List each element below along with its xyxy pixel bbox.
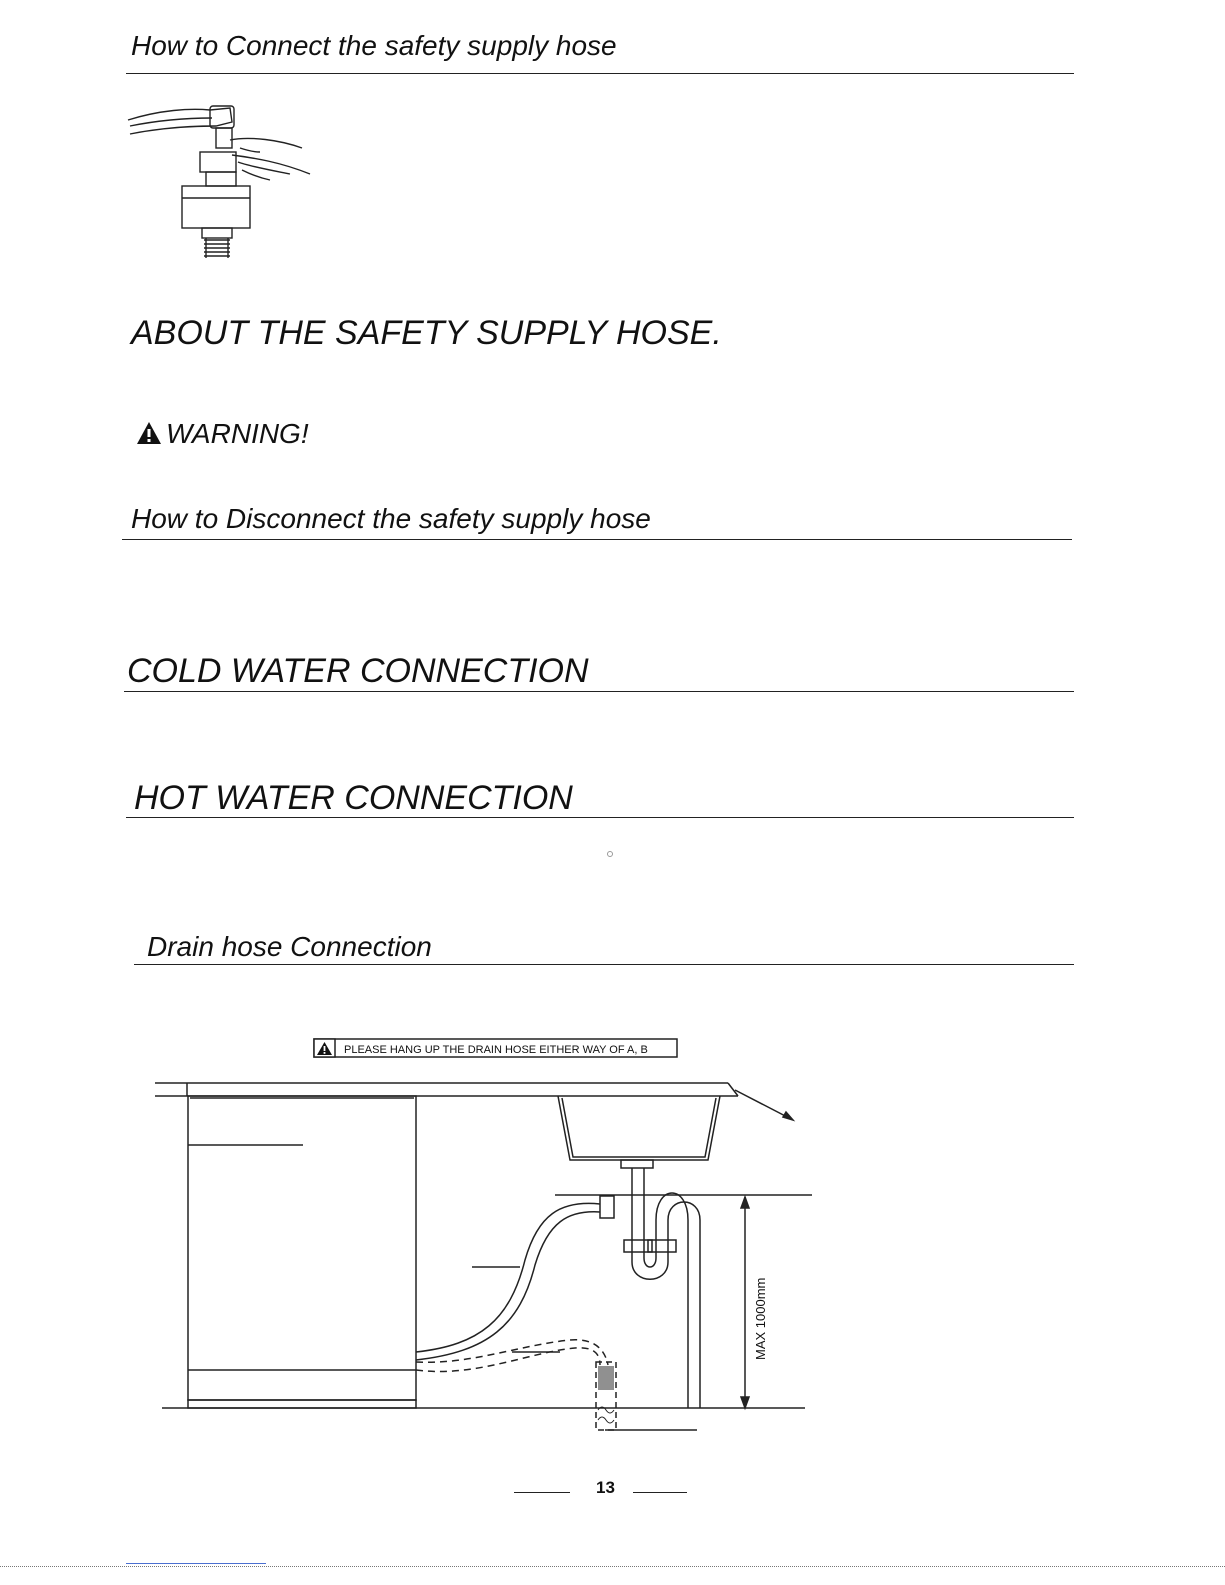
disconnect-rule: [122, 539, 1072, 540]
warning-triangle-icon: [136, 421, 162, 445]
height-label: MAX 1000mm: [753, 1277, 768, 1360]
drain-hose-heading: Drain hose Connection: [147, 931, 432, 962]
drain-hose-diagram: [0, 1030, 1225, 1450]
cold-water-heading: COLD WATER CONNECTION: [127, 652, 589, 690]
banner-text: PLEASE HANG UP THE DRAIN HOSE EITHER WAY OF A, B: [344, 1044, 648, 1056]
page-number: 13: [596, 1478, 615, 1497]
wave-mark: [598, 1407, 614, 1423]
about-heading: ABOUT THE SAFETY SUPPLY HOSE.: [131, 314, 722, 352]
page-number-rule-left: [514, 1492, 570, 1493]
warning-heading: [136, 418, 309, 450]
disconnect-heading: How to Disconnect the safety supply hose: [131, 503, 651, 534]
cold-water-rule: [124, 691, 1074, 692]
bottom-dotted-line: [0, 1566, 1225, 1567]
hose-barcode-mark: [599, 1366, 613, 1390]
drain-hose-rule: [134, 964, 1074, 965]
warning-label: WARNING!: [166, 418, 309, 449]
bottom-link-underline[interactable]: [126, 1563, 266, 1564]
stray-mark: [607, 851, 613, 857]
connect-heading: How to Connect the safety supply hose: [131, 30, 617, 61]
page-number-rule-right: [633, 1492, 687, 1493]
hot-water-heading: HOT WATER CONNECTION: [134, 779, 573, 817]
tap-hose-illustration: [120, 100, 320, 265]
connect-rule: [126, 73, 1074, 74]
hot-water-rule: [126, 817, 1074, 818]
